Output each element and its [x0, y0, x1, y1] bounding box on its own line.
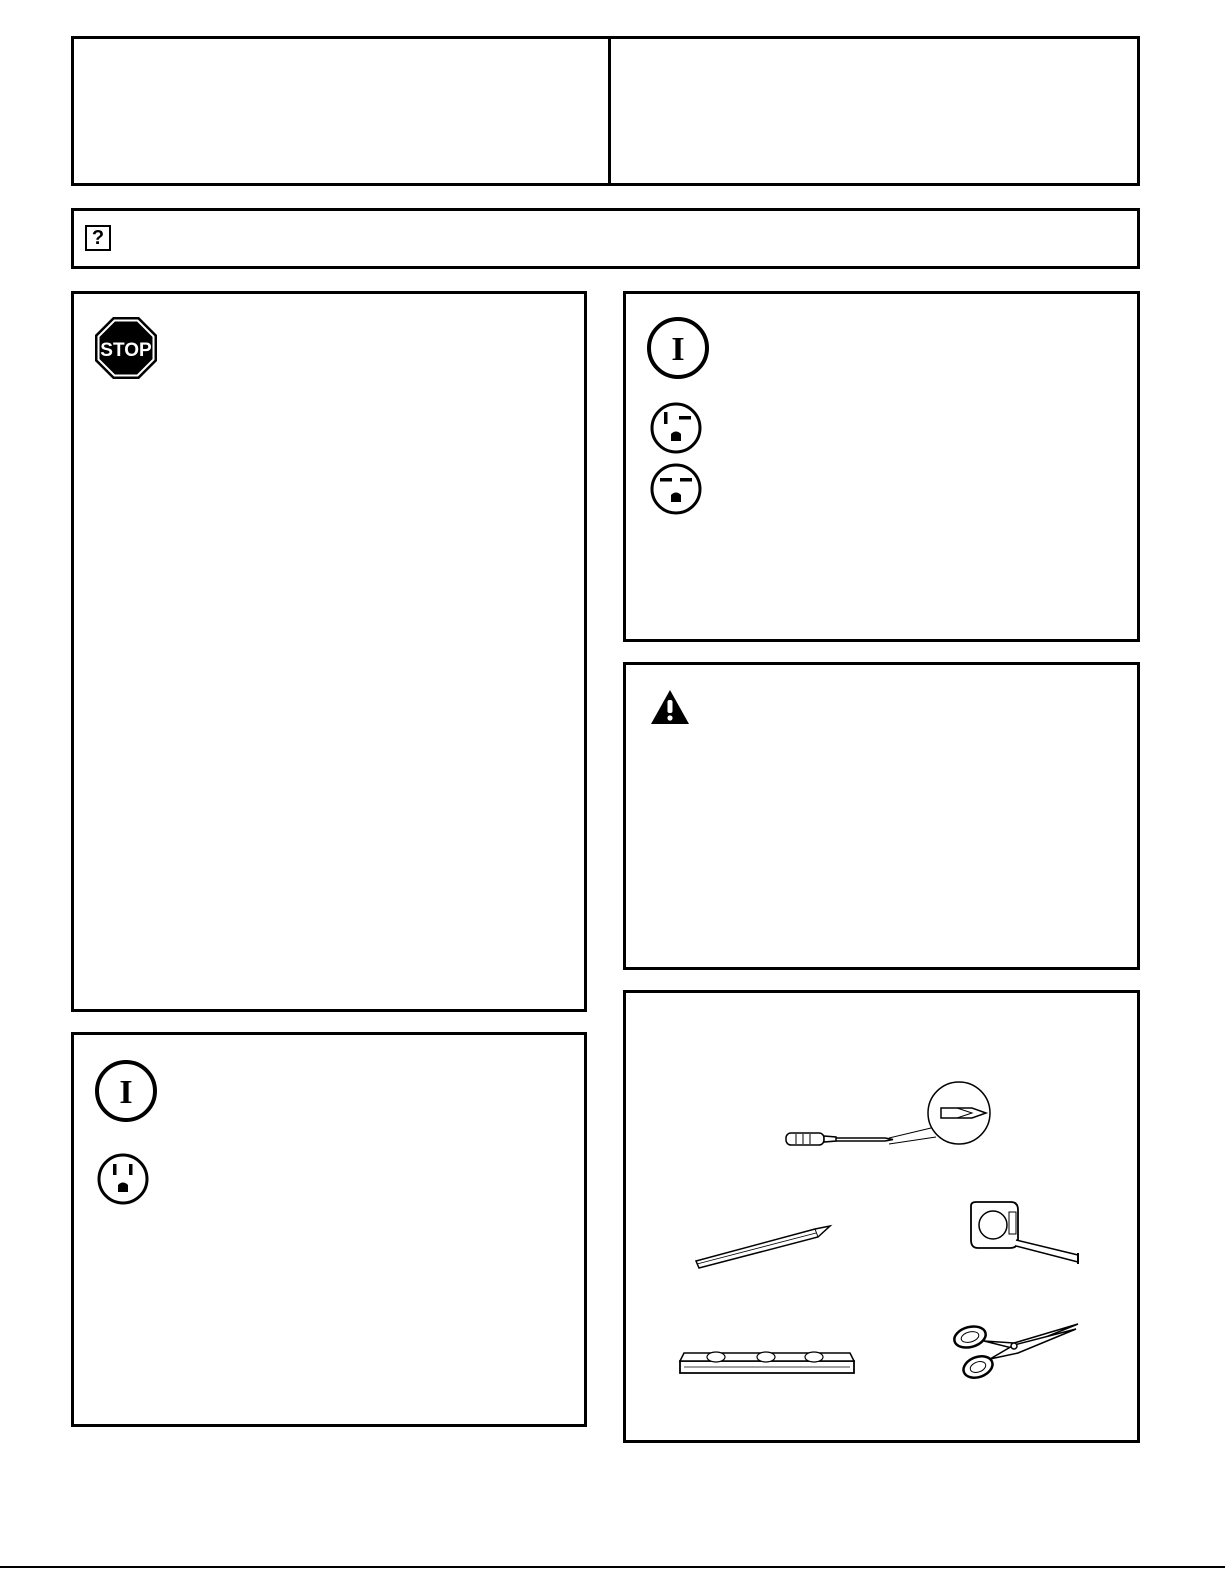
- phillips-screwdriver-icon: [781, 1080, 996, 1162]
- warning-triangle-icon: [650, 689, 690, 725]
- info-i-icon: [94, 1059, 158, 1123]
- scissors-icon: [946, 1319, 1086, 1389]
- question-mark-icon: ?: [85, 225, 111, 251]
- header-right-cell: [611, 39, 1137, 183]
- standard-outlet-icon: [96, 1152, 150, 1206]
- header-left-cell: [74, 39, 611, 183]
- header-table: [71, 36, 1140, 186]
- pencil-icon: [690, 1223, 840, 1273]
- stop-panel: [71, 291, 587, 1012]
- page-bottom-rule: [0, 1566, 1225, 1568]
- outlet-240v-icon: [649, 462, 703, 516]
- svg-text:STOP: STOP: [100, 340, 152, 361]
- electrical-panel-left: [71, 1032, 587, 1427]
- level-icon: [678, 1343, 858, 1379]
- outlet-20a-icon: [649, 401, 703, 455]
- info-i-icon: [646, 316, 710, 380]
- svg-text:I: I: [671, 331, 685, 368]
- questions-bar: [71, 208, 1140, 269]
- stop-sign-icon: [94, 316, 158, 380]
- warning-panel: [623, 662, 1140, 970]
- electrical-panel-right: [623, 291, 1140, 642]
- svg-text:I: I: [119, 1074, 133, 1111]
- tools-panel: [623, 990, 1140, 1443]
- tape-measure-icon: [966, 1198, 1091, 1270]
